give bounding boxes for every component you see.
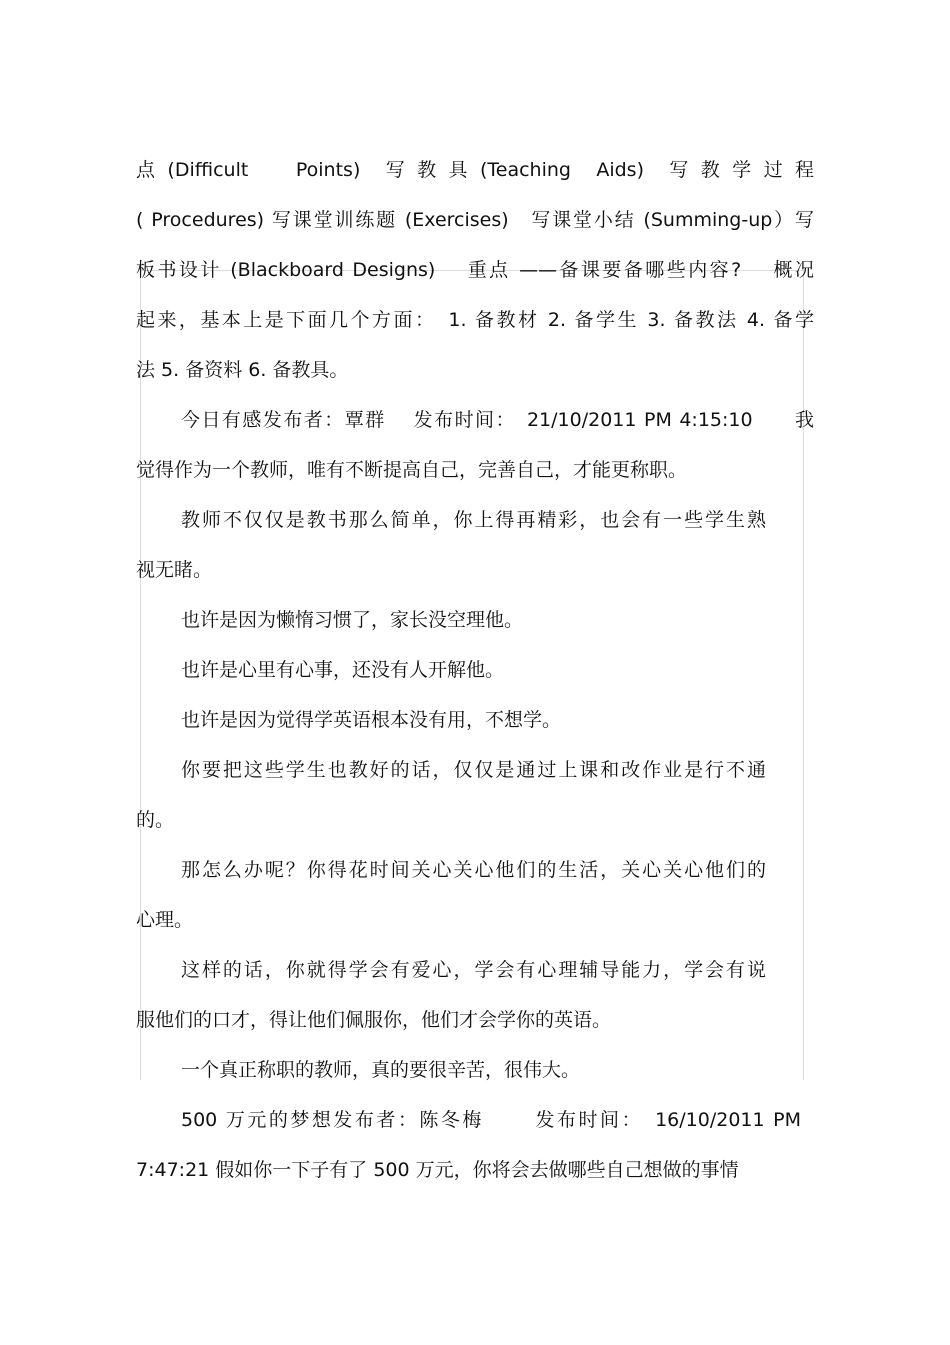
text-line: 法 5. 备资料 6. 备教具。	[136, 359, 349, 381]
text-line: 起来，基本上是下面几个方面： 1. 备教材 2. 备学生 3. 备教法 4. 备学	[136, 309, 814, 331]
paragraph-maybe-lazy	[136, 595, 814, 645]
text-line: 板书设计 (Blackboard Designs) 重点 ——备课要备哪些内容? 概况	[136, 259, 814, 281]
text-line: 也许是因为懒惰习惯了，家长没空理他。	[181, 609, 524, 631]
paragraph-teach-well	[136, 745, 814, 845]
paragraph-maybe-useless	[136, 695, 814, 745]
text-line: 这样的话，你就得学会有爱心，学会有心理辅导能力，学会有说	[181, 959, 766, 981]
text-line: 一个真正称职的教师，真的要很辛苦，很伟大。	[181, 1059, 581, 1081]
paragraph-maybe-worried	[136, 645, 814, 695]
paragraph-truly-qualified	[136, 1045, 814, 1095]
paragraph-post-today-feelings	[136, 395, 814, 495]
document-body	[136, 145, 814, 1195]
text-line: 的。	[136, 809, 175, 831]
text-line: 你要把这些学生也教好的话，仅仅是通过上课和改作业是行不通	[181, 759, 766, 781]
text-line: ( Procedures) 写课堂训练题 (Exercises) 写课堂小结 (Summing-up）写	[136, 209, 814, 231]
paragraph-what-to-do	[136, 845, 814, 945]
text-line: 7:47:21 假如你一下子有了 500 万元，你将会去做哪些自己想做的事情	[136, 1159, 739, 1181]
paragraph-post-five-million-dream	[136, 1095, 814, 1195]
text-line: 那怎么办呢？你得花时间关心关心他们的生活，关心关心他们的	[181, 859, 766, 881]
paragraph-lesson-plan-items	[136, 145, 814, 395]
paragraph-love-and-skills	[136, 945, 814, 1045]
text-line: 心理。	[136, 909, 194, 931]
text-line: 视无睹。	[136, 559, 213, 581]
text-line: 觉得作为一个教师，唯有不断提高自己，完善自己，才能更称职。	[136, 459, 688, 481]
text-line: 今日有感发布者：覃群 发布时间： 21/10/2011 PM 4:15:10 我	[181, 409, 814, 431]
paragraph-teacher-not-simple	[136, 495, 814, 595]
text-line: 也许是因为觉得学英语根本没有用，不想学。	[181, 709, 562, 731]
text-line: 教师不仅仅是教书那么简单，你上得再精彩，也会有一些学生熟	[181, 509, 766, 531]
text-line: 500 万元的梦想发布者：陈冬梅 发布时间： 16/10/2011 PM	[181, 1109, 801, 1131]
text-line: 点 (Difficult Points) 写 教 具 (Teaching Aids) 写 教 学 过 程	[136, 159, 814, 181]
text-line: 也许是心里有心事，还没有人开解他。	[181, 659, 505, 681]
text-line: 服他们的口才，得让他们佩服你，他们才会学你的英语。	[136, 1009, 612, 1031]
